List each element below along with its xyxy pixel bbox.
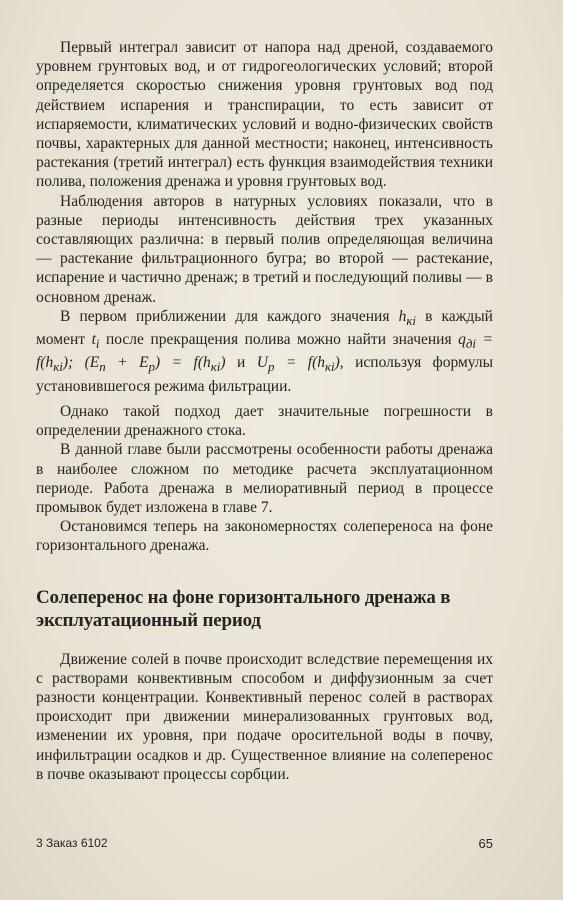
page-body xyxy=(36,38,493,784)
paragraph-error: Однако такой подход дает значительные погрешности в определении дренажного стока. xyxy=(36,402,493,440)
paragraph-integrals: Первый интеграл зависит от напора над дреной, создаваемого уровнем грунтовых вод, и от гидрогеологических условий; второй определяется скоростью снижения уровня грунтовых вод под действием испарения и транспирации, то есть зависит от испаряемости, климатических условий и водно-физических свойств почвы, характерных для данной местности; наконец, интенсивность растекания (третий интеграл) есть функция взаимодействия техники полива, положения дренажа и уровня грунтовых вод. xyxy=(36,39,493,191)
paragraph-salt-movement: Движение солей в почве происходит вследствие перемещения их с растворами конвективным способом и диффузионным за счет разности концентрации. Конвективный перенос солей в растворах происходит при движении минерализованных грунтовых вод, изменении их уровня, при подаче оросительной воды в почву, инфильтрации осадков и др. Существенное влияние на солеперенос в почве оказывают процессы сорбции. xyxy=(36,650,493,783)
paragraph-chapter: В данной главе были рассмотрены особенности работы дренажа в наиболее сложном по методике расчета эксплуатационном периоде. Работа дренажа в мелиоративный период в процессе промывок будет изложена в главе 7. xyxy=(36,441,493,516)
section-heading: Солеперенос на фоне горизонтального дренажа в эксплуатационный период xyxy=(36,586,451,631)
paragraph-transition: Остановимся теперь на закономерностях солепереноса на фоне горизонтального дренажа. xyxy=(36,518,493,555)
paragraph-formula: В первом приближении для каждого значения $h_{кi}$ в каждый момент $t_i$ после прекращения полива можно найти значения $q_{дi} = f(h_{кi})$; $(E_п + E_р) = f(h_{кi})$ и $U_р = f(h_{кi})$, используя формулы установившегося режима фильтрации. xyxy=(36,307,493,395)
printer-signature: 3 Заказ 6102 xyxy=(36,836,108,850)
page-footer xyxy=(36,836,493,851)
page-number: 65 xyxy=(478,836,493,851)
paragraph-observations: Наблюдения авторов в натурных условиях показали, что в разные периоды интенсивность действия трех указанных составляющих различна: в первый полив определяющая величина — растекание фильтрационного бугра; во второй — растекание, испарение и частично дренаж; в третий и последующий поливы — в основном дренаж. xyxy=(36,192,493,306)
